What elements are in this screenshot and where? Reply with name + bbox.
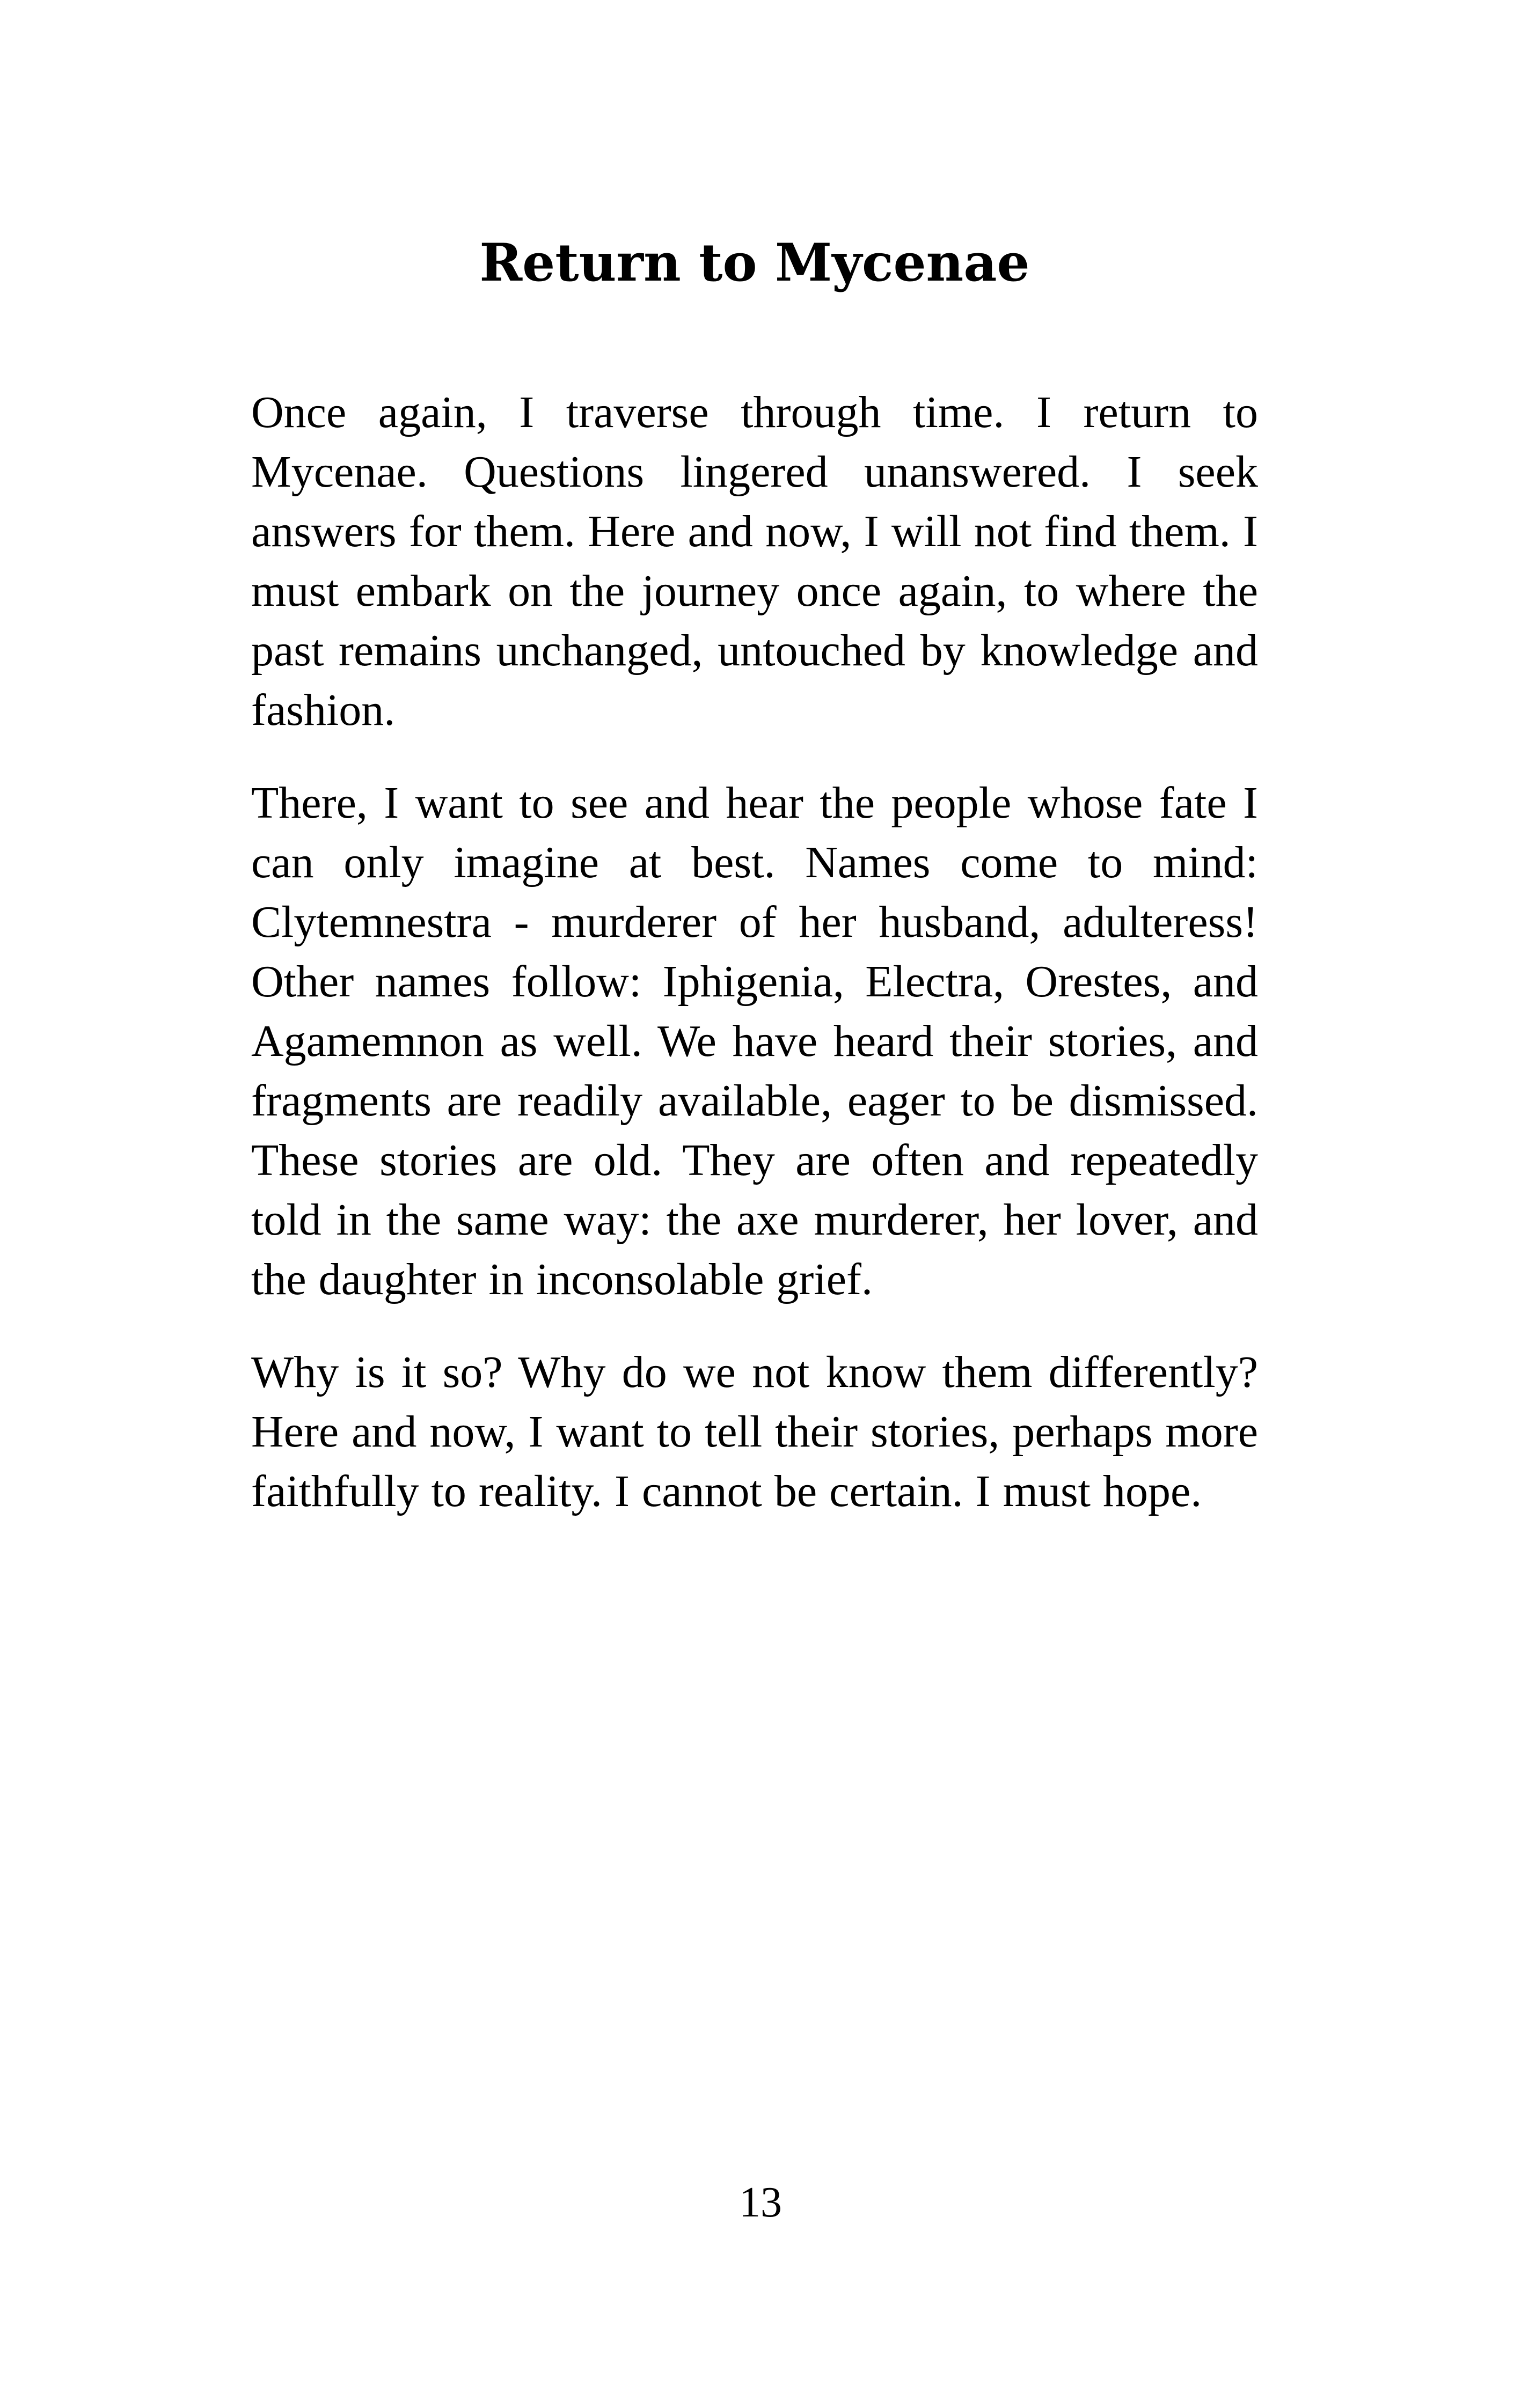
chapter-title: Return to Mycenae: [479, 232, 1030, 293]
paragraph-1: Once again, I traverse through time. I return to Mycenae. Questions lingered unanswered. I seek answers for them. Here and now, I will not find them. I must embark on the journey once again, to where the past remains unchanged, untouched by knowledge and fashion.: [251, 387, 1258, 735]
chapter-body: [251, 383, 1258, 1554]
page-number: 13: [739, 2179, 782, 2226]
paragraph-2: There, I want to see and hear the people whose fate I can only imagine at best. Names come to mind: Clytemnestra - murderer of her husband, adulteress! Other names follow: Iphigenia, Electra, Orestes, and Agamemnon as well. We have heard their stories, and fragments are readily available, eager to be dismissed. These stories are old. They are often and repeatedly told in the same way: the axe murderer, her lover, and the daughter in inconsolable grief.: [251, 778, 1258, 1304]
paragraph-3: Why is it so? Why do we not know them differently? Here and now, I want to tell their stories, perhaps more faithfully to reality. I cannot be certain. I must hope.: [251, 1347, 1258, 1516]
